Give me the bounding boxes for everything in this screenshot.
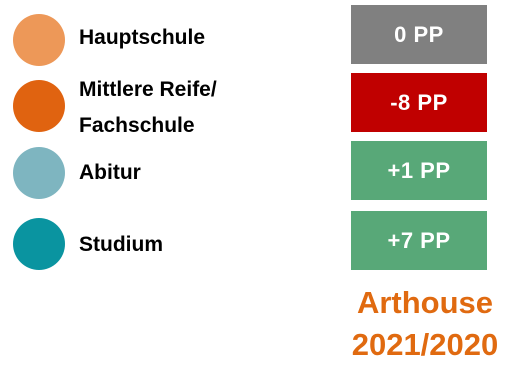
abitur-change-badge: +1 PP [351, 141, 487, 200]
period-caption [330, 282, 520, 366]
mittlere-reife-label-line1: Mittlere Reife/ [79, 78, 217, 101]
abitur-label: Abitur [79, 161, 141, 184]
period-caption-years: 2021/2020 [351, 327, 499, 362]
studium-dot-icon [13, 218, 65, 270]
mittlere-reife-dot-icon [13, 80, 65, 132]
mittlere-reife-label-line2: Fachschule [79, 114, 195, 137]
hauptschule-change-badge: 0 PP [351, 5, 487, 64]
mittlere-reife-change-badge: -8 PP [351, 73, 487, 132]
hauptschule-dot-icon [13, 14, 65, 66]
abitur-dot-icon [13, 147, 65, 199]
hauptschule-label: Hauptschule [79, 26, 206, 49]
studium-change-badge: +7 PP [351, 211, 487, 270]
studium-label: Studium [79, 233, 163, 256]
period-caption-title: Arthouse [356, 285, 494, 320]
